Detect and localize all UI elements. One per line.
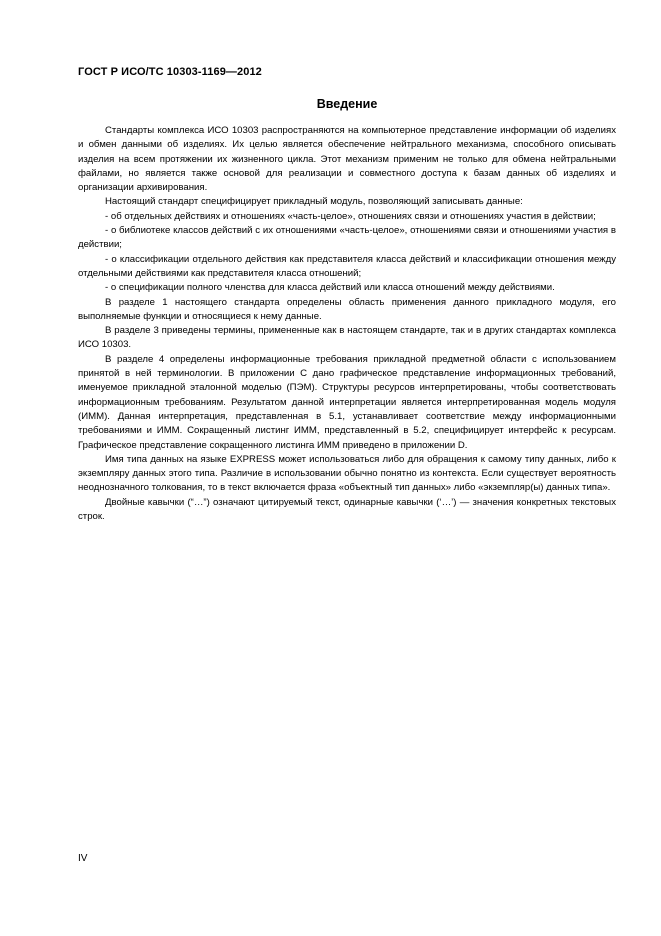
running-header: ГОСТ Р ИСО/ТС 10303-1169—2012 — [78, 66, 262, 78]
paragraph-section-3: В разделе 3 приведены термины, примененные как в настоящем стандарте, так и в других стандартах комплекса ИСО 10303. — [78, 325, 616, 351]
list-item: - о классификации отдельного действия как представителя класса действий и классификации отношения между отдельными действиями как представителя класса отношений; — [78, 253, 616, 279]
page-number: IV — [78, 853, 88, 864]
paragraph-intro: Стандарты комплекса ИСО 10303 распространяются на компьютерное представление информации об изделиях и обмен данными об изделиях. Их целью является обеспечение нейтрального механизма, способного описывать изделия на всем протяжении их жизненного цикла. Этот механизм применим не только для обмена нейтральными файлами, но является также основой для реализации и совместного доступа к базам данных об изделиях и организации архивирования. — [78, 125, 616, 194]
paragraph-express: Имя типа данных на языке EXPRESS может использоваться либо для обращения к самому типу данных, либо к экземпляру данных этого типа. Различие в использовании обычно понятно из контекста. Если существует вероятность неоднозначного толкования, то в текст включается фраза «объектный тип данных» либо «экземпляр(ы) данных типа». — [78, 453, 616, 494]
paragraph-section-4: В разделе 4 определены информационные требования прикладной предметной области с использованием принятой в ней терминологии. В приложении С дано графическое представление информационных требований, именуемое прикладной эталонной моделью (ПЭМ). Структуры ресурсов интерпретированы, чтобы соответствовать информационным требованиям. Результатом данной интерпретации является интерпретированная модель модуля (ИММ). Данная интерпретация, представленная в 5.1, устанавливает соответствие между информационными требованиями и ИММ. Сокращенный листинг ИММ, представленный в 5.2, специфицирует интерфейс к ресурсам. Графическое представление сокращенного листинга ИММ приведено в приложении D. — [78, 353, 616, 451]
paragraph-quotes: Двойные кавычки (“…”) означают цитируемый текст, одинарные кавычки (‘…’) — значения конкретных текстовых строк. — [78, 496, 616, 523]
list-item: - об отдельных действиях и отношениях «часть-целое», отношениях связи и отношениях участия в действии; — [105, 210, 596, 222]
section-title: Введение — [316, 97, 378, 111]
body-text — [78, 124, 616, 524]
list-item: - о библиотеке классов действий с их отношениями «часть-целое», отношениями связи и отношениями участия в действии; — [78, 225, 616, 251]
paragraph-scope-lead: Настоящий стандарт специфицирует прикладный модуль, позволяющий записывать данные: — [105, 196, 523, 208]
paragraph-section-1: В разделе 1 настоящего стандарта определены область применения данного прикладного модуля, его выполняемые функции и относящиеся к нему данные. — [78, 296, 616, 322]
list-item: - о спецификации полного членства для класса действий или класса отношений между действиями. — [105, 282, 555, 294]
